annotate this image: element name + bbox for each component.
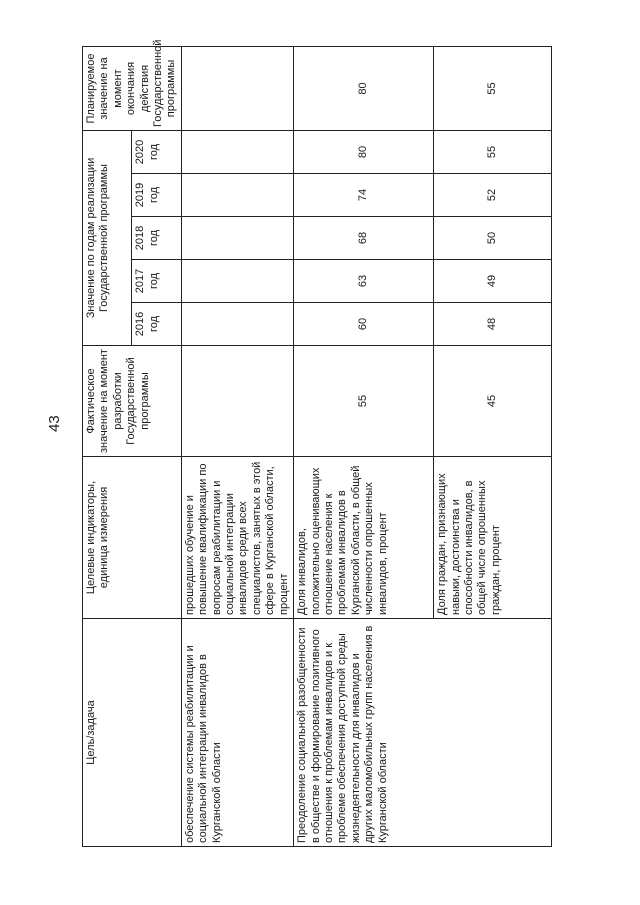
page-number: 43 xyxy=(46,415,63,432)
actual-cell xyxy=(181,346,293,457)
header-goal-task: Цель/задача xyxy=(83,619,182,847)
year-cell: 48 xyxy=(434,303,552,346)
planned-cell: 80 xyxy=(294,47,434,131)
year-cell: 60 xyxy=(294,303,434,346)
header-indicator: Целевые индикаторы, единица измерения xyxy=(83,457,182,619)
year-cell: 50 xyxy=(434,217,552,260)
year-cell xyxy=(181,131,293,174)
actual-cell: 45 xyxy=(434,346,552,457)
header-year-2017: 2017 год xyxy=(132,260,181,303)
indicators-table xyxy=(82,39,552,847)
header-by-years: Значение по годам реализации Государственной программы xyxy=(83,131,132,346)
header-year-2016: 2016 год xyxy=(132,303,181,346)
year-cell: 49 xyxy=(434,260,552,303)
goal-cell: Преодоление социальной разобщенности в обществе и формирование позитивного отношения к проблемам инвалидов и к проблеме обеспечения доступной среды жизнедеятельности для инвалидов и других маломобильных групп населения в Курганской области xyxy=(294,619,552,847)
year-cell xyxy=(181,174,293,217)
table-row xyxy=(181,47,293,847)
indicator-cell: Доля граждан, признающих навыки, достоинства и способности инвалидов, в общей числе опрошенных граждан, процент xyxy=(434,457,552,619)
year-cell: 68 xyxy=(294,217,434,260)
year-cell xyxy=(181,260,293,303)
year-cell: 80 xyxy=(294,131,434,174)
actual-cell: 55 xyxy=(294,346,434,457)
year-cell: 63 xyxy=(294,260,434,303)
year-cell xyxy=(181,217,293,260)
planned-cell xyxy=(181,47,293,131)
goal-cell: обеспечение системы реабилитации и социальной интеграции инвалидов в Курганской области xyxy=(181,619,293,847)
header-year-2019: 2019 год xyxy=(132,174,181,217)
header-actual: Фактическое значение на момент разработки Государственной программы xyxy=(83,346,182,457)
year-cell: 74 xyxy=(294,174,434,217)
rotated-table-block xyxy=(82,39,572,847)
table-row xyxy=(294,47,434,847)
indicator-cell: прошедших обучение и повышение квалификации по вопросам реабилитации и социальной интеграции инвалидов среди всех специалистов, занятых в этой сфере в Курганской области, процент xyxy=(181,457,293,619)
header-planned: Планируемое значение на момент окончания действия Государственной программы xyxy=(83,47,182,131)
year-cell: 52 xyxy=(434,174,552,217)
table-header-row xyxy=(83,47,132,847)
planned-cell: 55 xyxy=(434,47,552,131)
indicator-cell: Доля инвалидов, положительно оценивающих отношение населения к проблемам инвалидов в Курганской области, в общей численности опрошенных инвалидов, процент xyxy=(294,457,434,619)
header-year-2020: 2020 год xyxy=(132,131,181,174)
year-cell xyxy=(181,303,293,346)
header-year-2018: 2018 год xyxy=(132,217,181,260)
year-cell: 55 xyxy=(434,131,552,174)
